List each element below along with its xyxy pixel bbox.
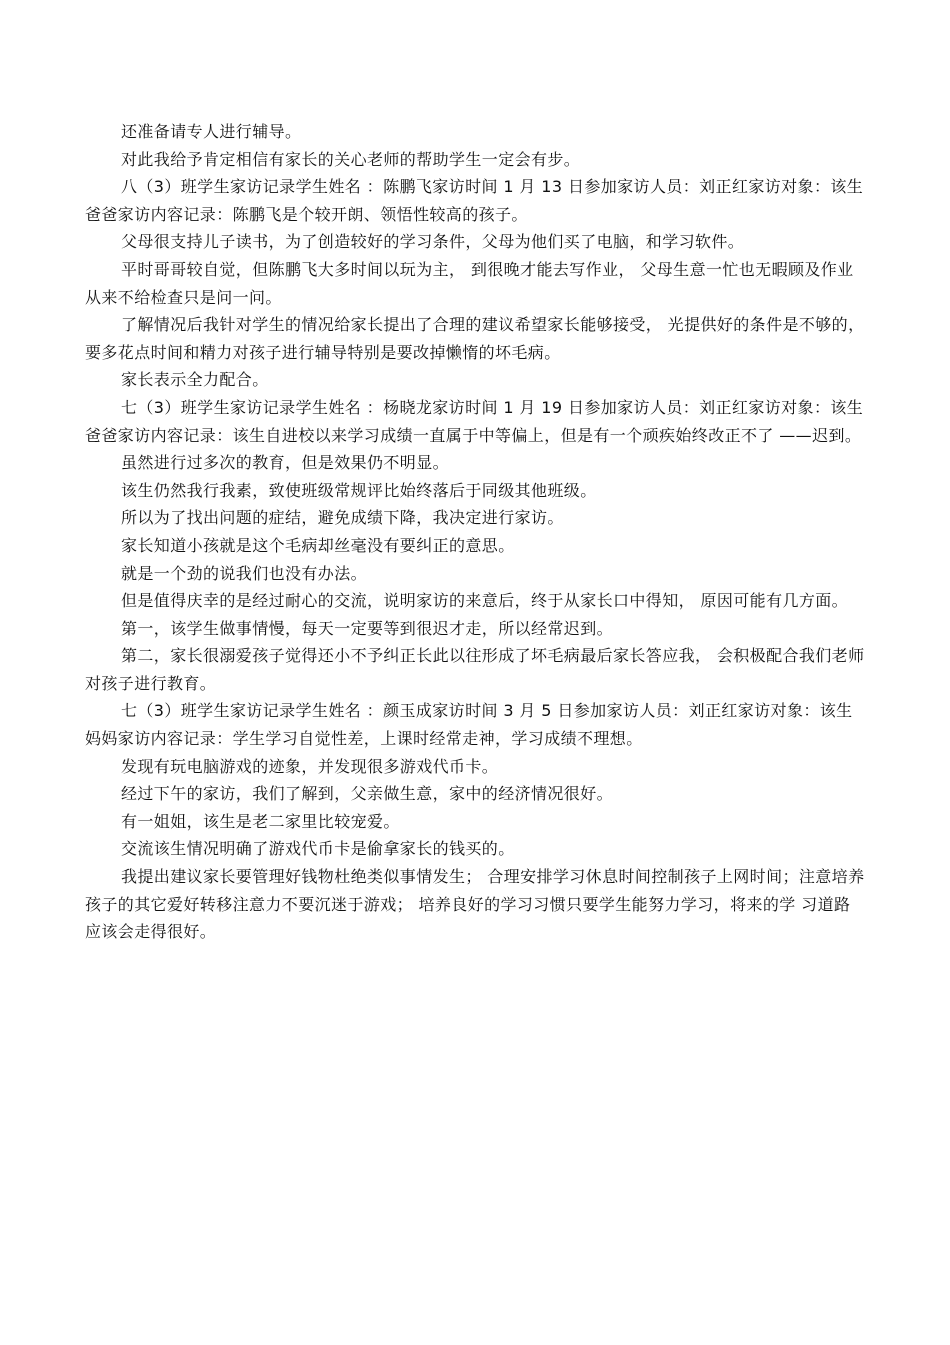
paragraph-7: 家长表示全力配合。 bbox=[121, 370, 269, 390]
paragraph-22: 我提出建议家长要管理好钱物杜绝类似事情发生； 合理安排学习休息时间控制孩子上网时间；注意培养孩子的其它爱好转移注意力不要沉迷于游戏； 培养良好的学习习惯只要学生能努力学习，将来的学 习道路应该会走得很好。 bbox=[85, 867, 865, 942]
paragraph-15: 第一，该学生做事情慢，每天一定要等到很迟才走，所以经常迟到。 bbox=[121, 618, 614, 638]
visit-record-chen-pengfei: 八（3）班学生家访记录学生姓名 ：陈鹏飞家访时间 1 月 13 日参加家访人员：刘正红家访对象：该生爸爸家访内容记录：陈鹏飞是个较开朗、领悟性较高的孩子。 bbox=[85, 177, 864, 224]
paragraph-6: 了解情况后我针对学生的情况给家长提出了合理的建议希望家长能够接受， 光提供好的条件是不够的，要多花点时间和精力对孩子进行辅导特别是要改掉懒惰的坏毛病。 bbox=[85, 315, 865, 362]
paragraph-19: 经过下午的家访，我们了解到，父亲做生意，家中的经济情况很好。 bbox=[121, 784, 614, 804]
paragraph-1: 还准备请专人进行辅导。 bbox=[121, 122, 302, 141]
visit-record-yan-yucheng: 七（3）班学生家访记录学生姓名 ：颜玉成家访时间 3 月 5 日参加家访人员：刘正红家访对象：该生妈妈家访内容记录：学生学习自觉性差，上课时经常走神，学习成绩不理想。 bbox=[85, 701, 853, 749]
paragraph-21: 交流该生情况明确了游戏代币卡是偷拿家长的钱买的。 bbox=[121, 839, 515, 859]
paragraph-12: 家长知道小孩就是这个毛病却丝毫没有要纠正的意思。 bbox=[121, 535, 515, 555]
paragraph-5: 平时哥哥较自觉，但陈鹏飞大多时间以玩为主， 到很晚才能去写作业， 父母生意一忙也无暇顾及作业从来不给检查只是问一问。 bbox=[85, 259, 854, 307]
paragraph-18: 发现有玩电脑游戏的迹象，并发现很多游戏代币卡。 bbox=[121, 756, 499, 776]
paragraph-13: 就是一个劲的说我们也没有办法。 bbox=[121, 563, 368, 583]
paragraph-14: 但是值得庆幸的是经过耐心的交流，说明家访的来意后，终于从家长口中得知， 原因可能有几方面。 bbox=[121, 591, 849, 611]
visit-record-yang-xiaolong: 七（3）班学生家访记录学生姓名 ：杨晓龙家访时间 1 月 19 日参加家访人员：刘正红家访对象：该生爸爸家访内容记录：该生自进校以来学习成绩一直属于中等偏上，但是有一个顽疾始终改正不了 ——迟到。 bbox=[85, 397, 864, 445]
paragraph-9: 虽然进行过多次的教育，但是效果仍不明显。 bbox=[121, 453, 450, 473]
paragraph-16: 第二，家长很溺爱孩子觉得还小不予纠正长此以往形成了坏毛病最后家长答应我， 会积极配合我们老师对孩子进行教育。 bbox=[85, 646, 865, 693]
paragraph-20: 有一姐姐，该生是老二家里比较宠爱。 bbox=[121, 811, 400, 831]
paragraph-11: 所以为了找出问题的症结，避免成绩下降，我决定进行家访。 bbox=[121, 508, 564, 528]
document-body bbox=[85, 118, 865, 946]
paragraph-2: 对此我给予肯定相信有家长的关心老师的帮助学生一定会有步。 bbox=[121, 149, 581, 169]
paragraph-4: 父母很支持儿子读书，为了创造较好的学习条件，父母为他们买了电脑，和学习软件。 bbox=[121, 232, 745, 252]
paragraph-10: 该生仍然我行我素，致使班级常规评比始终落后于同级其他班级。 bbox=[121, 480, 597, 500]
